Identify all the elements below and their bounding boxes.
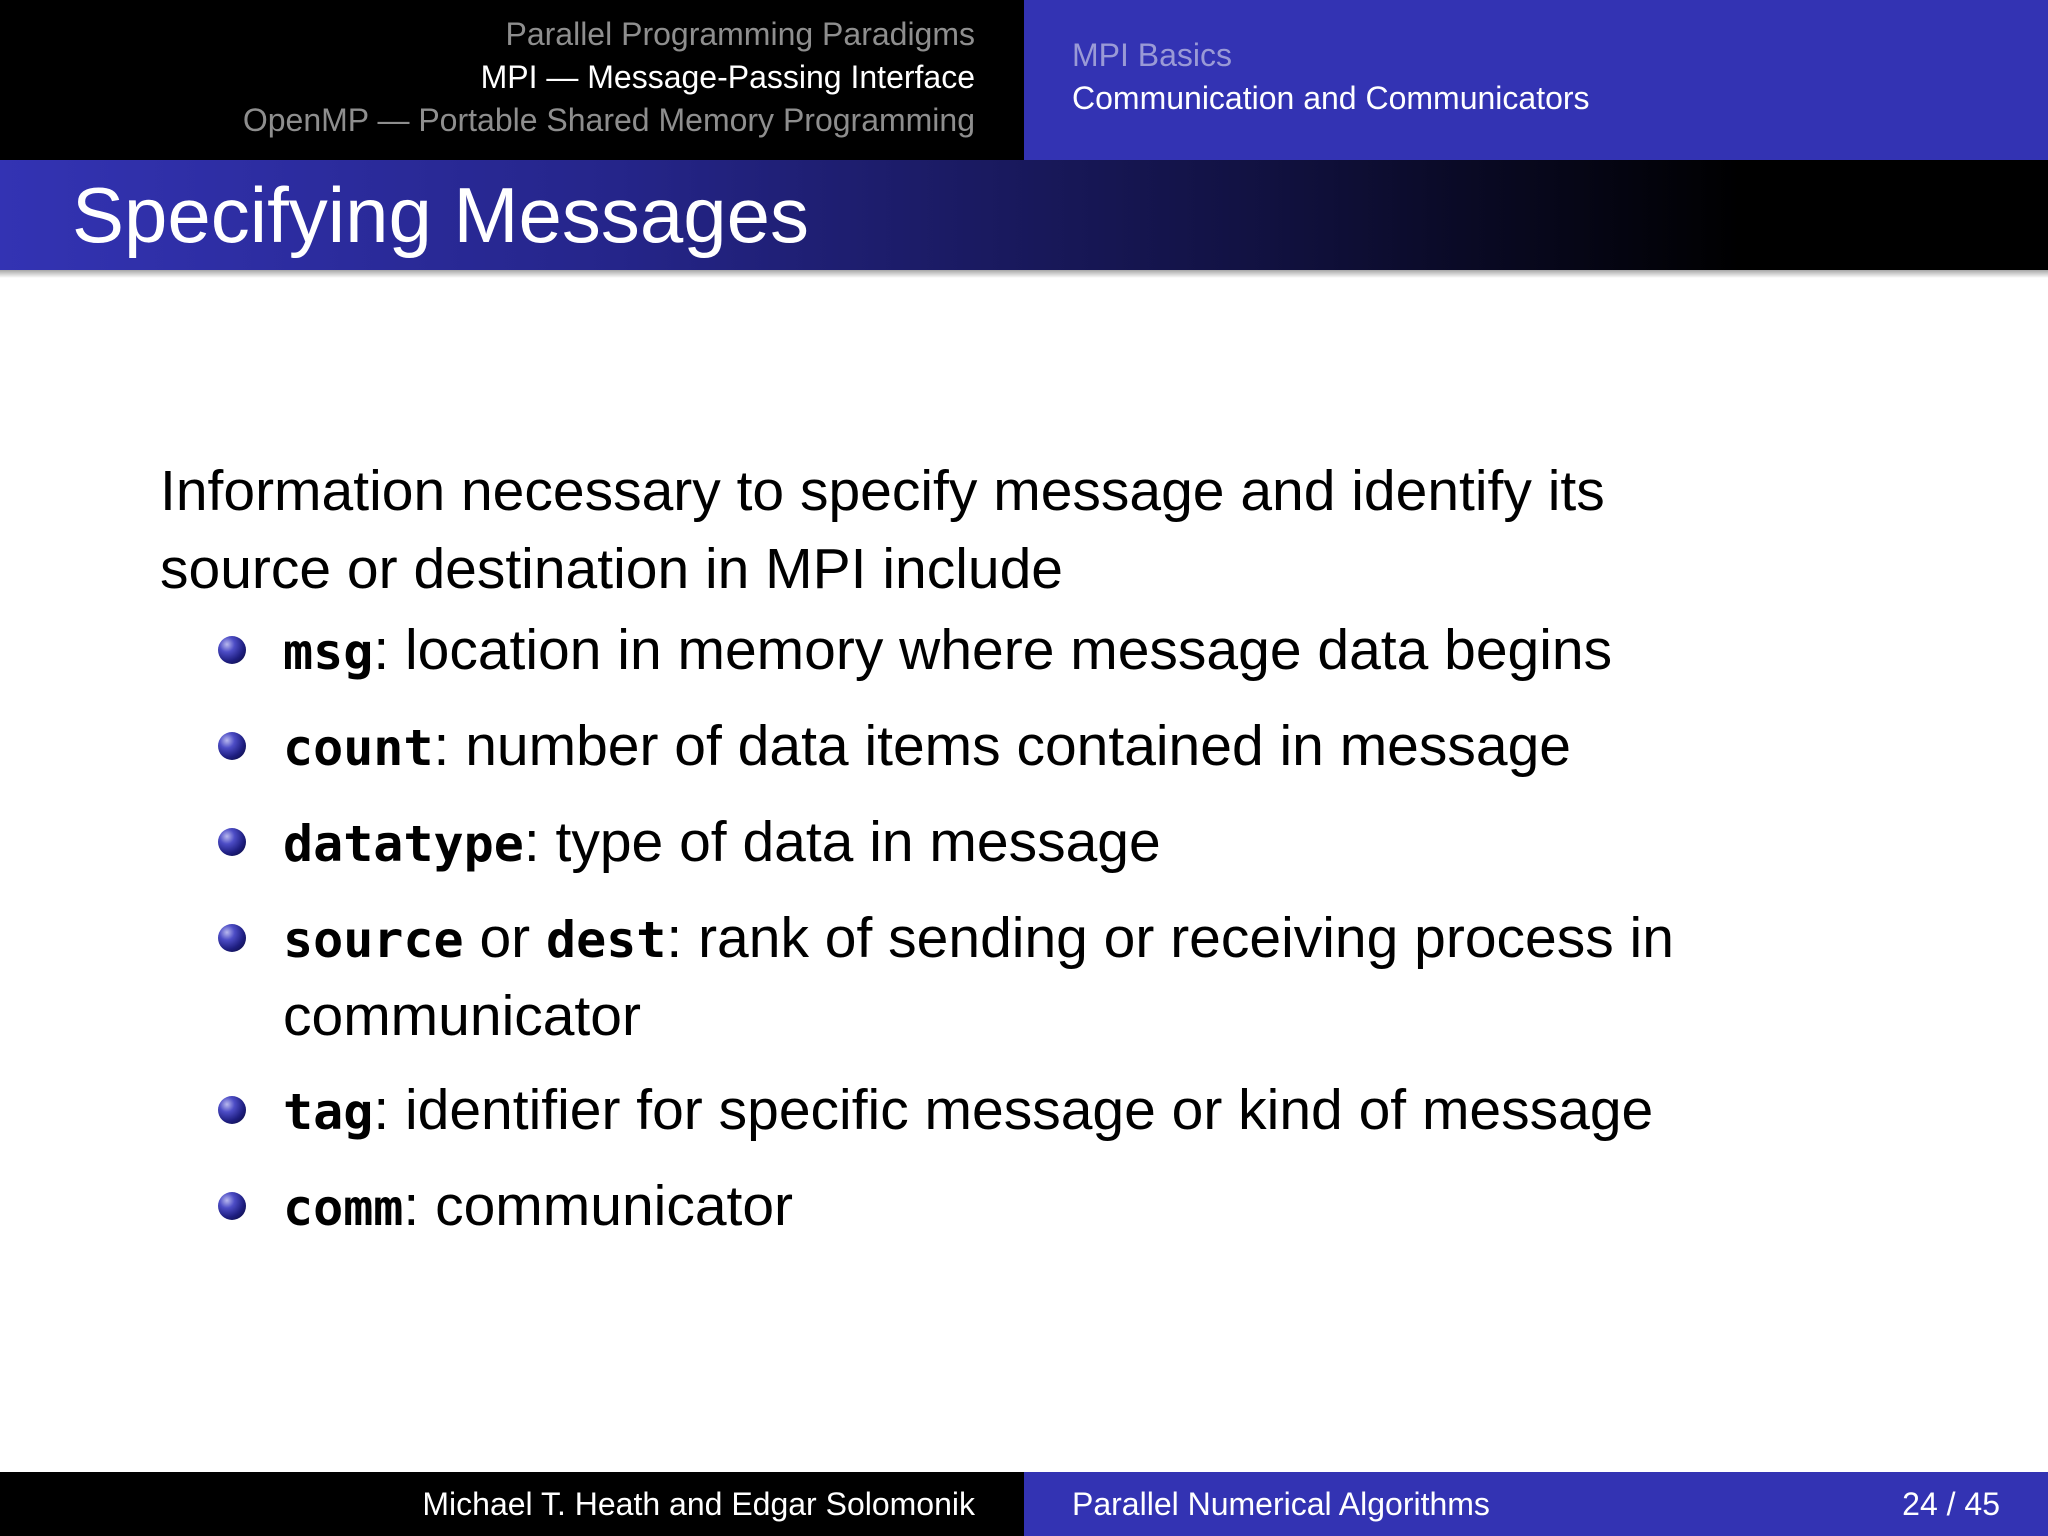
frame-title: Specifying Messages [72, 171, 810, 259]
ball-bullet-icon [218, 732, 246, 760]
item-description: : type of data in message [523, 810, 1161, 874]
intro-line-2: source or destination in MPI include [160, 537, 1063, 601]
list-item-source-dest [283, 900, 1900, 1054]
intro-paragraph [160, 452, 1900, 608]
ball-bullet-icon [218, 828, 246, 856]
item-description: : location in memory where message data begins [373, 618, 1613, 682]
code-msg: msg [283, 623, 374, 681]
footer-author: Michael T. Heath and Edgar Solomonik [422, 1486, 975, 1522]
item-description-continued: communicator [283, 984, 641, 1048]
code-comm: comm [283, 1179, 404, 1237]
item-description: : rank of sending or receiving process in [666, 906, 1674, 970]
ball-bullet-icon [218, 1192, 246, 1220]
code-tag: tag [283, 1083, 374, 1141]
code-source: source [283, 911, 464, 969]
list-item-msg [283, 612, 1900, 690]
parameter-list [160, 612, 1900, 1246]
frame-title-shadow [0, 270, 2048, 278]
nav-section-parallel-programming-paradigms[interactable]: Parallel Programming Paradigms [505, 16, 975, 52]
subsection-navigation [1024, 0, 2048, 160]
nav-subsection-communication[interactable]: Communication and Communicators [1072, 80, 1590, 116]
list-item-comm [283, 1168, 1900, 1246]
section-navigation [0, 0, 1024, 160]
code-count: count [283, 719, 434, 777]
list-item-tag [283, 1072, 1900, 1150]
ball-bullet-icon [218, 1096, 246, 1124]
code-dest: dest [545, 911, 667, 969]
footer-author-box [0, 1472, 1024, 1536]
nav-section-mpi[interactable]: MPI — Message-Passing Interface [480, 59, 975, 95]
nav-subsection-mpi-basics[interactable]: MPI Basics [1072, 37, 1233, 73]
item-description: : number of data items contained in message [433, 714, 1571, 778]
intro-line-1: Information necessary to specify message and identify its [160, 459, 1605, 523]
footer-page-number: 24 / 45 [1902, 1486, 2000, 1522]
list-item-count [283, 708, 1900, 786]
item-description: : identifier for specific message or kind of message [373, 1078, 1654, 1142]
item-connector: or [463, 906, 546, 970]
ball-bullet-icon [218, 924, 246, 952]
code-datatype: datatype [283, 815, 524, 873]
slide-body [160, 452, 1900, 1264]
item-description: : communicator [403, 1174, 794, 1238]
list-item-datatype [283, 804, 1900, 882]
footer-title-box [1024, 1472, 2048, 1536]
footer-talk-title: Parallel Numerical Algorithms [1072, 1486, 1490, 1522]
nav-section-openmp[interactable]: OpenMP — Portable Shared Memory Programming [242, 102, 975, 138]
ball-bullet-icon [218, 636, 246, 664]
